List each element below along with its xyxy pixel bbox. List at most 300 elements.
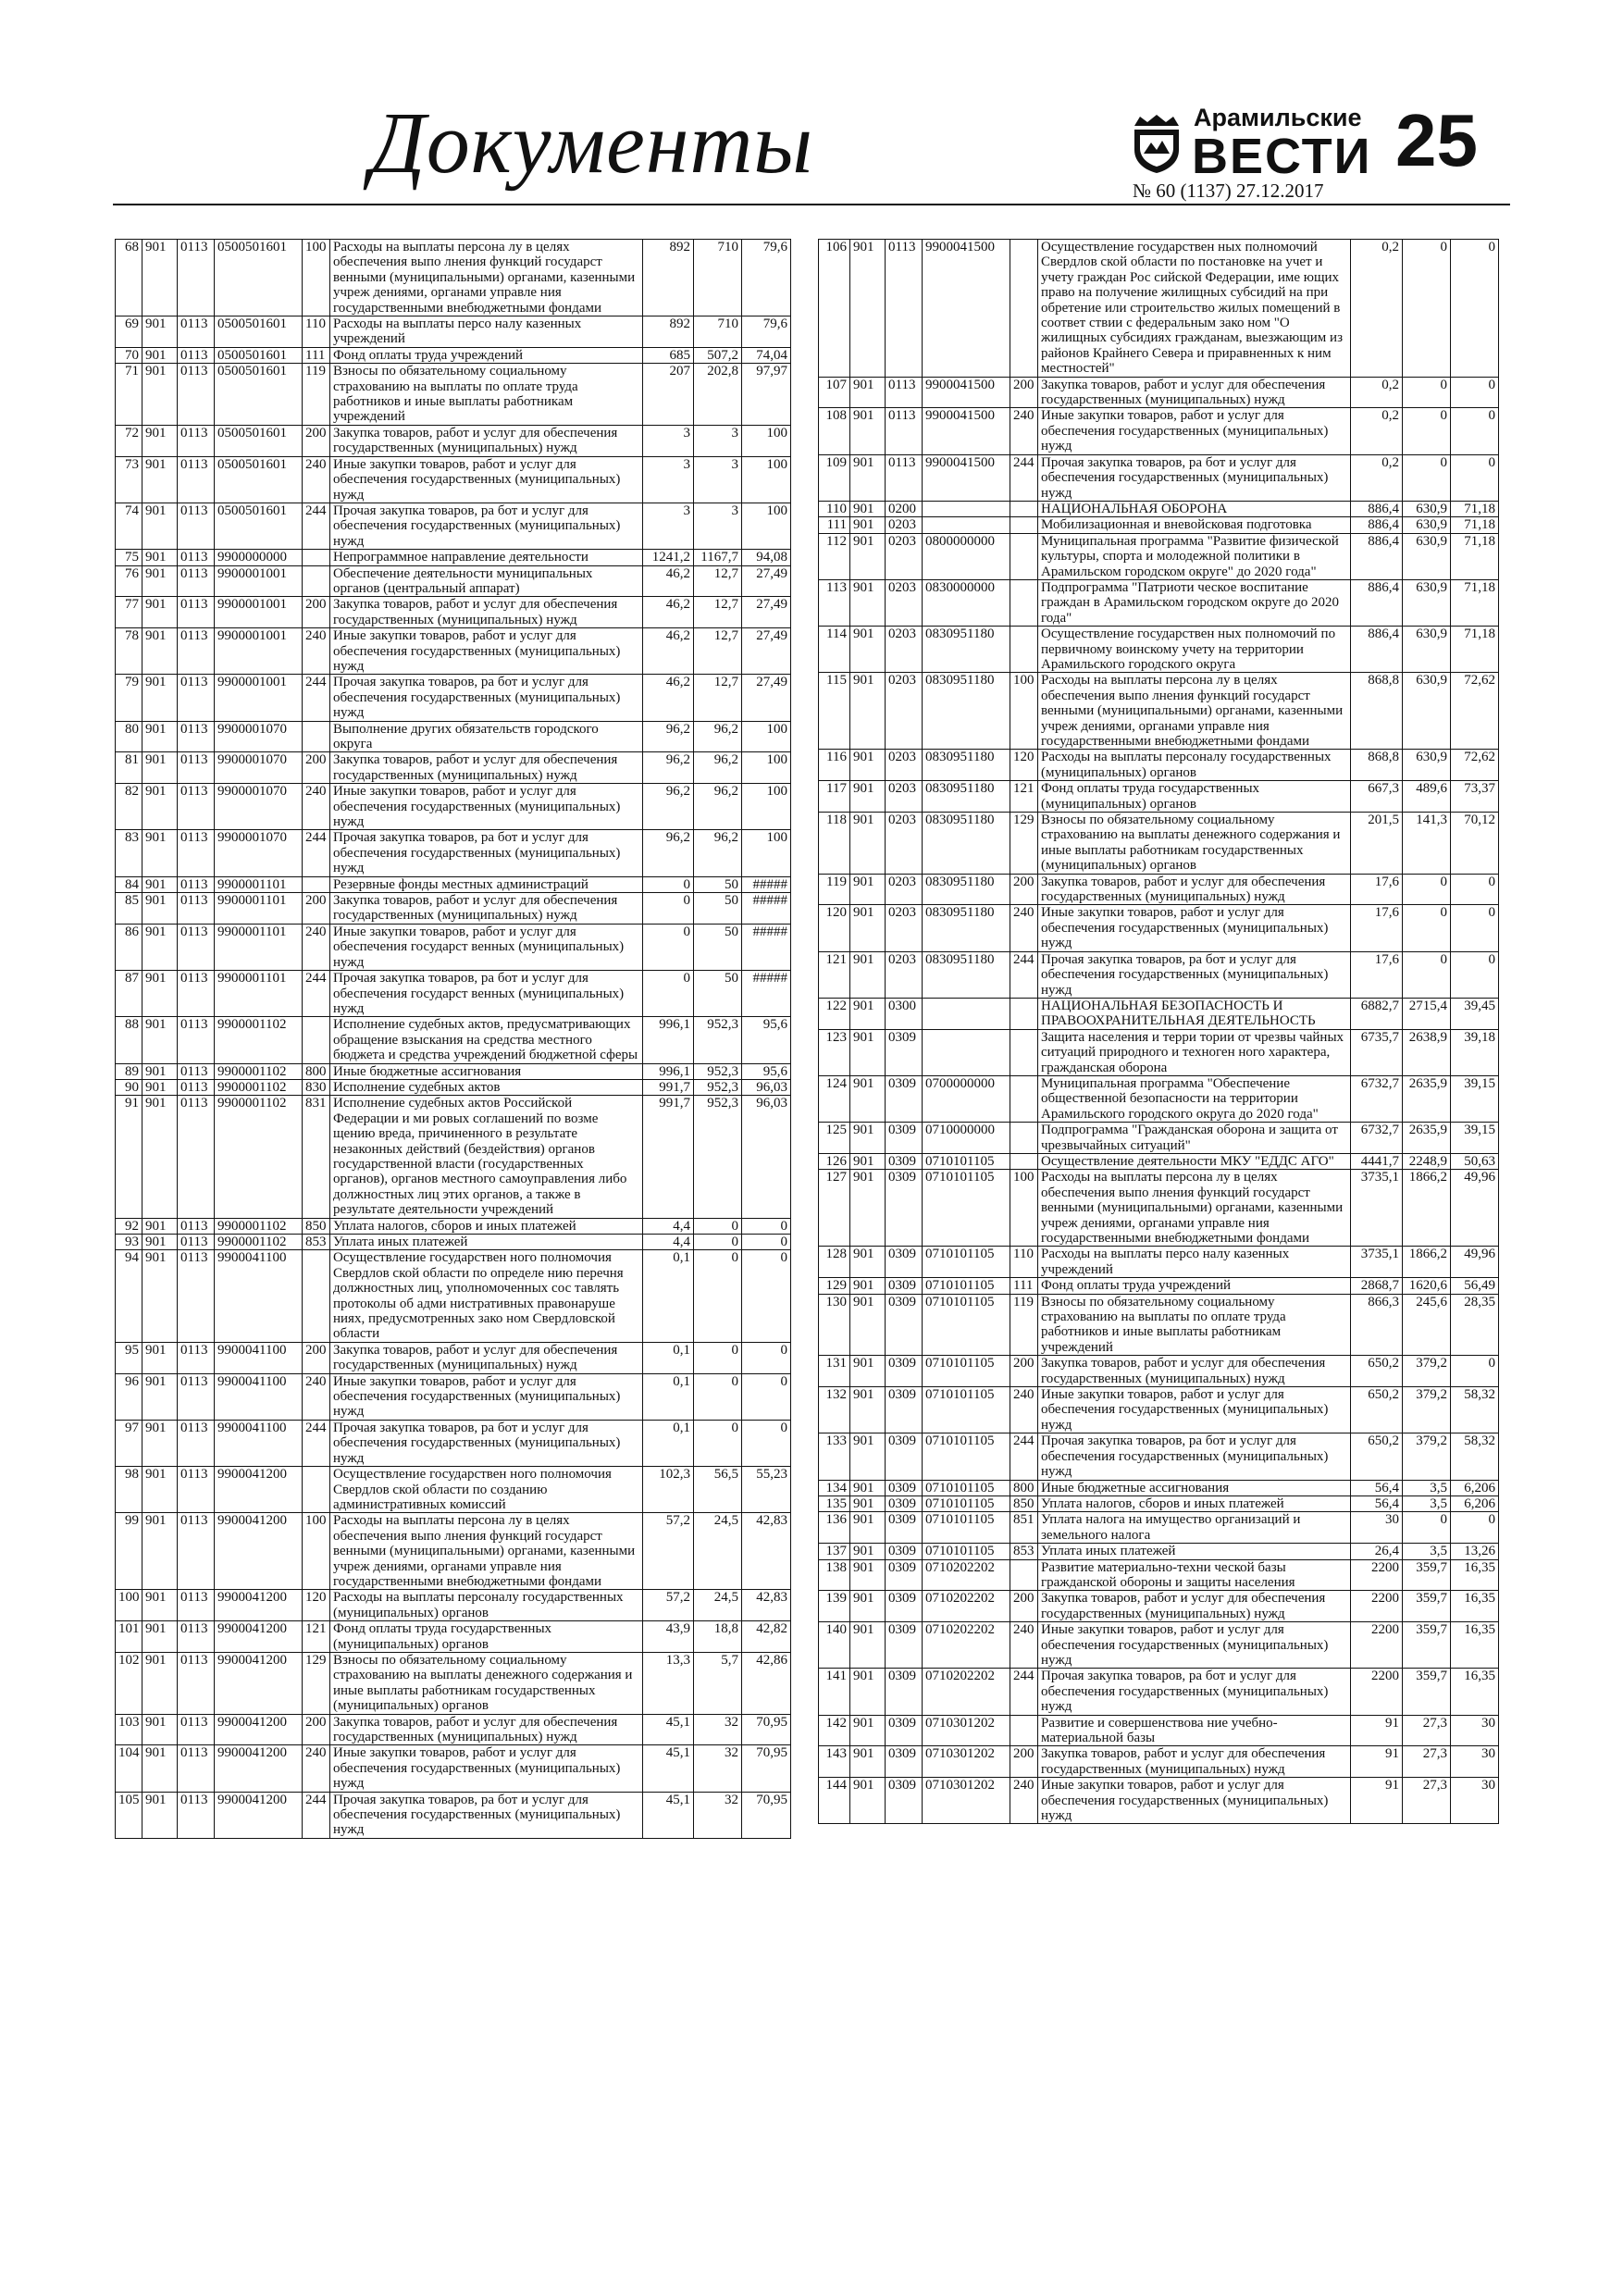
table-row bbox=[116, 675, 791, 721]
executed-amount: 202,8 bbox=[694, 364, 742, 426]
planned-amount: 17,6 bbox=[1351, 905, 1403, 951]
expense-type: 850 bbox=[1010, 1496, 1038, 1511]
table-row bbox=[819, 1029, 1499, 1075]
table-row bbox=[116, 1250, 791, 1342]
row-number: 116 bbox=[819, 750, 850, 781]
execution-percent: 30 bbox=[1451, 1778, 1499, 1824]
execution-percent: 13,26 bbox=[1451, 1544, 1499, 1559]
expense-type: 119 bbox=[303, 364, 330, 426]
executed-amount: 56,5 bbox=[694, 1467, 742, 1513]
row-description: Прочая закупка товаров, ра бот и услуг для обеспечения государственных (муниципальных) нужд bbox=[330, 675, 643, 721]
row-description: Иные закупки товаров, работ и услуг для обеспечения государственных (муниципальных) нужд bbox=[1038, 408, 1351, 454]
section-code: 0113 bbox=[178, 721, 215, 752]
target-code: 0500501601 bbox=[215, 503, 303, 549]
expense-type: 240 bbox=[303, 628, 330, 675]
table-row bbox=[116, 971, 791, 1017]
row-number: 133 bbox=[819, 1433, 850, 1480]
executed-amount: 2635,9 bbox=[1403, 1075, 1451, 1122]
row-description: Фонд оплаты труда учреждений bbox=[330, 347, 643, 363]
execution-percent: 30 bbox=[1451, 1715, 1499, 1746]
executed-amount: 379,2 bbox=[1403, 1433, 1451, 1480]
admin-code: 901 bbox=[850, 998, 886, 1029]
row-number: 73 bbox=[116, 456, 142, 503]
admin-code: 901 bbox=[850, 1433, 886, 1480]
admin-code: 901 bbox=[850, 517, 886, 533]
expense-type bbox=[1010, 1123, 1038, 1154]
table-row bbox=[116, 1096, 791, 1218]
row-description: Муниципальная программа "Развитие физической культуры, спорта и молодежной политики в Арамильском городском округе" до 2020 года" bbox=[1038, 533, 1351, 579]
planned-amount: 45,1 bbox=[643, 1745, 694, 1792]
executed-amount: 0 bbox=[694, 1342, 742, 1373]
execution-percent: 42,86 bbox=[742, 1652, 791, 1714]
executed-amount: 630,9 bbox=[1403, 501, 1451, 516]
expense-type: 119 bbox=[1010, 1294, 1038, 1356]
planned-amount: 996,1 bbox=[643, 1017, 694, 1063]
planned-amount: 1241,2 bbox=[643, 550, 694, 565]
section-code: 0113 bbox=[178, 1745, 215, 1792]
executed-amount: 507,2 bbox=[694, 347, 742, 363]
expense-type bbox=[1010, 1075, 1038, 1122]
executed-amount: 12,7 bbox=[694, 597, 742, 628]
executed-amount: 3 bbox=[694, 456, 742, 503]
executed-amount: 2248,9 bbox=[1403, 1153, 1451, 1169]
section-code: 0113 bbox=[886, 454, 923, 501]
section-code: 0309 bbox=[886, 1715, 923, 1746]
table-row bbox=[116, 1590, 791, 1621]
row-description: Прочая закупка товаров, ра бот и услуг для обеспечения государственных (муниципальных) нужд bbox=[1038, 1669, 1351, 1715]
row-number: 112 bbox=[819, 533, 850, 579]
row-number: 130 bbox=[819, 1294, 850, 1356]
admin-code: 901 bbox=[142, 1373, 178, 1420]
planned-amount: 45,1 bbox=[643, 1792, 694, 1838]
execution-percent: 0 bbox=[1451, 874, 1499, 905]
row-description: Прочая закупка товаров, ра бот и услуг для обеспечения государственных (муниципальных) нужд bbox=[330, 1792, 643, 1838]
target-code: 0800000000 bbox=[923, 533, 1010, 579]
row-number: 90 bbox=[116, 1079, 142, 1095]
expense-type: 200 bbox=[1010, 874, 1038, 905]
execution-percent: 100 bbox=[742, 503, 791, 549]
execution-percent: 97,97 bbox=[742, 364, 791, 426]
target-code: 9900001070 bbox=[215, 830, 303, 876]
expense-type: 244 bbox=[1010, 951, 1038, 998]
row-number: 107 bbox=[819, 377, 850, 408]
executed-amount: 18,8 bbox=[694, 1621, 742, 1653]
row-description: Прочая закупка товаров, ра бот и услуг для обеспечения государственных (муниципальных) нужд bbox=[1038, 951, 1351, 998]
executed-amount: 1866,2 bbox=[1403, 1247, 1451, 1278]
section-code: 0113 bbox=[178, 1250, 215, 1342]
row-description: Закупка товаров, работ и услуг для обеспечения государственных (муниципальных) нужд bbox=[330, 425, 643, 456]
execution-percent: 71,18 bbox=[1451, 579, 1499, 626]
table-row bbox=[116, 1621, 791, 1653]
execution-percent: 100 bbox=[742, 830, 791, 876]
row-description: Расходы на выплаты персо налу казенных учреждений bbox=[1038, 1247, 1351, 1278]
executed-amount: 1866,2 bbox=[1403, 1170, 1451, 1247]
row-number: 108 bbox=[819, 408, 850, 454]
expense-type: 111 bbox=[1010, 1278, 1038, 1294]
admin-code: 901 bbox=[142, 347, 178, 363]
section-code: 0113 bbox=[178, 628, 215, 675]
executed-amount: 630,9 bbox=[1403, 533, 1451, 579]
section-code: 0113 bbox=[178, 830, 215, 876]
table-row bbox=[116, 893, 791, 925]
executed-amount: 359,7 bbox=[1403, 1591, 1451, 1622]
target-code: 9900001101 bbox=[215, 924, 303, 970]
section-code: 0113 bbox=[178, 1652, 215, 1714]
target-code: 0710101105 bbox=[923, 1433, 1010, 1480]
planned-amount: 96,2 bbox=[643, 721, 694, 752]
target-code: 9900041500 bbox=[923, 377, 1010, 408]
section-code: 0113 bbox=[178, 1017, 215, 1063]
expense-type: 244 bbox=[303, 503, 330, 549]
executed-amount: 141,3 bbox=[1403, 813, 1451, 875]
expense-type bbox=[1010, 1029, 1038, 1075]
row-description: НАЦИОНАЛЬНАЯ ОБОРОНА bbox=[1038, 501, 1351, 516]
admin-code: 901 bbox=[850, 1387, 886, 1433]
target-code: 0830951180 bbox=[923, 750, 1010, 781]
section-code: 0309 bbox=[886, 1559, 923, 1591]
admin-code: 901 bbox=[142, 1792, 178, 1838]
table-row bbox=[116, 364, 791, 426]
row-description: Прочая закупка товаров, ра бот и услуг для обеспечения государственных (муниципальных) нужд bbox=[330, 503, 643, 549]
executed-amount: 0 bbox=[1403, 408, 1451, 454]
section-code: 0309 bbox=[886, 1075, 923, 1122]
row-number: 88 bbox=[116, 1017, 142, 1063]
admin-code: 901 bbox=[850, 905, 886, 951]
admin-code: 901 bbox=[850, 1559, 886, 1591]
table-row bbox=[819, 1715, 1499, 1746]
section-code: 0113 bbox=[178, 503, 215, 549]
execution-percent: 100 bbox=[742, 752, 791, 784]
execution-percent: 0 bbox=[1451, 240, 1499, 378]
executed-amount: 3 bbox=[694, 425, 742, 456]
row-description: Осуществление государствен ного полномочия Свердлов ской области по созданию административных комиссий bbox=[330, 1467, 643, 1513]
expense-type bbox=[303, 1017, 330, 1063]
execution-percent: 70,95 bbox=[742, 1745, 791, 1792]
executed-amount: 2638,9 bbox=[1403, 1029, 1451, 1075]
row-description: Подпрограмма "Гражданская оборона и защита от чрезвычайных ситуаций" bbox=[1038, 1123, 1351, 1154]
target-code: 0710301202 bbox=[923, 1746, 1010, 1778]
expense-type: 200 bbox=[303, 1342, 330, 1373]
target-code: 0710301202 bbox=[923, 1778, 1010, 1824]
admin-code: 901 bbox=[142, 784, 178, 830]
row-number: 100 bbox=[116, 1590, 142, 1621]
row-description: Расходы на выплаты персона лу в целях обеспечения выпо лнения функций государст венными (муниципальными) органами, казенными учреж дениями, органами управле ния государственными внебюджетными фондами bbox=[330, 1513, 643, 1590]
table-body-right bbox=[819, 240, 1499, 1824]
row-description: Иные закупки товаров, работ и услуг для обеспечения государственных (муниципальных) нужд bbox=[1038, 1778, 1351, 1824]
section-code: 0309 bbox=[886, 1669, 923, 1715]
row-number: 76 bbox=[116, 565, 142, 597]
row-number: 132 bbox=[819, 1387, 850, 1433]
row-number: 115 bbox=[819, 673, 850, 750]
table-row bbox=[819, 1294, 1499, 1356]
admin-code: 901 bbox=[850, 377, 886, 408]
target-code: 9900041200 bbox=[215, 1590, 303, 1621]
expense-type: 121 bbox=[1010, 781, 1038, 813]
target-code: 9900041200 bbox=[215, 1513, 303, 1590]
section-code: 0113 bbox=[178, 1714, 215, 1745]
execution-percent: 30 bbox=[1451, 1746, 1499, 1778]
admin-code: 901 bbox=[142, 425, 178, 456]
planned-amount: 6732,7 bbox=[1351, 1075, 1403, 1122]
row-description: Фонд оплаты труда государственных (муниципальных) органов bbox=[330, 1621, 643, 1653]
row-number: 83 bbox=[116, 830, 142, 876]
admin-code: 901 bbox=[142, 876, 178, 892]
row-number: 70 bbox=[116, 347, 142, 363]
target-code: 0710101105 bbox=[923, 1247, 1010, 1278]
execution-percent: 73,37 bbox=[1451, 781, 1499, 813]
row-number: 114 bbox=[819, 627, 850, 673]
section-code: 0203 bbox=[886, 627, 923, 673]
execution-percent: 50,63 bbox=[1451, 1153, 1499, 1169]
right-column bbox=[818, 239, 1498, 1824]
expense-type: 244 bbox=[303, 1420, 330, 1466]
expense-type: 831 bbox=[303, 1096, 330, 1218]
admin-code: 901 bbox=[850, 408, 886, 454]
row-description: Непрограммное направление деятельности bbox=[330, 550, 643, 565]
execution-percent: ##### bbox=[742, 924, 791, 970]
row-number: 113 bbox=[819, 579, 850, 626]
expense-type bbox=[303, 550, 330, 565]
section-code: 0309 bbox=[886, 1170, 923, 1247]
admin-code: 901 bbox=[142, 1420, 178, 1466]
left-column bbox=[115, 239, 790, 1839]
expense-type bbox=[303, 1250, 330, 1342]
admin-code: 901 bbox=[142, 1063, 178, 1079]
target-code bbox=[923, 501, 1010, 516]
target-code: 0710202202 bbox=[923, 1559, 1010, 1591]
planned-amount: 17,6 bbox=[1351, 951, 1403, 998]
target-code: 0710301202 bbox=[923, 1715, 1010, 1746]
section-code: 0113 bbox=[178, 347, 215, 363]
section-code: 0203 bbox=[886, 517, 923, 533]
expense-type bbox=[1010, 1715, 1038, 1746]
target-code: 9900041500 bbox=[923, 240, 1010, 378]
coat-of-arms-icon bbox=[1131, 113, 1183, 174]
row-number: 142 bbox=[819, 1715, 850, 1746]
section-code: 0113 bbox=[178, 597, 215, 628]
execution-percent: 94,08 bbox=[742, 550, 791, 565]
admin-code: 901 bbox=[850, 1591, 886, 1622]
executed-amount: 50 bbox=[694, 893, 742, 925]
table-row bbox=[819, 408, 1499, 454]
table-row bbox=[819, 1746, 1499, 1778]
row-number: 99 bbox=[116, 1513, 142, 1590]
planned-amount: 866,3 bbox=[1351, 1294, 1403, 1356]
planned-amount: 886,4 bbox=[1351, 533, 1403, 579]
table-row bbox=[116, 347, 791, 363]
admin-code: 901 bbox=[850, 1247, 886, 1278]
execution-percent: 16,35 bbox=[1451, 1622, 1499, 1669]
admin-code: 901 bbox=[142, 971, 178, 1017]
row-number: 122 bbox=[819, 998, 850, 1029]
executed-amount: 24,5 bbox=[694, 1590, 742, 1621]
section-code: 0113 bbox=[178, 1342, 215, 1373]
expense-type: 200 bbox=[303, 752, 330, 784]
section-code: 0113 bbox=[886, 240, 923, 378]
admin-code: 901 bbox=[142, 1467, 178, 1513]
target-code: 0710101105 bbox=[923, 1278, 1010, 1294]
row-number: 143 bbox=[819, 1746, 850, 1778]
table-row bbox=[116, 1513, 791, 1590]
row-description: Взносы по обязательному социальному страхованию на выплаты по оплате труда работников и иные выплаты работникам учреждений bbox=[1038, 1294, 1351, 1356]
header-rule bbox=[113, 204, 1510, 205]
target-code: 0710101105 bbox=[923, 1170, 1010, 1247]
admin-code: 901 bbox=[142, 550, 178, 565]
table-row bbox=[116, 752, 791, 784]
planned-amount: 2200 bbox=[1351, 1669, 1403, 1715]
table-row bbox=[116, 456, 791, 503]
row-number: 78 bbox=[116, 628, 142, 675]
execution-percent: 27,49 bbox=[742, 675, 791, 721]
budget-table-right bbox=[818, 239, 1499, 1824]
target-code: 0710101105 bbox=[923, 1496, 1010, 1511]
row-number: 80 bbox=[116, 721, 142, 752]
planned-amount: 6732,7 bbox=[1351, 1123, 1403, 1154]
execution-percent: 39,15 bbox=[1451, 1075, 1499, 1122]
expense-type: 240 bbox=[303, 784, 330, 830]
planned-amount: 991,7 bbox=[643, 1079, 694, 1095]
section-code: 0113 bbox=[178, 1513, 215, 1590]
row-number: 121 bbox=[819, 951, 850, 998]
row-number: 126 bbox=[819, 1153, 850, 1169]
row-number: 135 bbox=[819, 1496, 850, 1511]
executed-amount: 245,6 bbox=[1403, 1294, 1451, 1356]
target-code: 0710101105 bbox=[923, 1387, 1010, 1433]
admin-code: 901 bbox=[850, 1512, 886, 1544]
section-code: 0113 bbox=[178, 1792, 215, 1838]
admin-code: 901 bbox=[850, 1746, 886, 1778]
expense-type: 240 bbox=[303, 1745, 330, 1792]
executed-amount: 0 bbox=[1403, 240, 1451, 378]
row-description: Исполнение судебных актов Российской Федерации и ми ровых соглашений по возме щению вреда, причиненного в результате незаконных действий (бездействия) органов государственной власти (государственных органов), органов местного самоуправления либо должностных лиц этих органов, а также в результате деятельности учреждений bbox=[330, 1096, 643, 1218]
executed-amount: 359,7 bbox=[1403, 1669, 1451, 1715]
expense-type bbox=[1010, 579, 1038, 626]
table-row bbox=[819, 240, 1499, 378]
row-number: 120 bbox=[819, 905, 850, 951]
planned-amount: 57,2 bbox=[643, 1513, 694, 1590]
execution-percent: 0 bbox=[1451, 951, 1499, 998]
execution-percent: 74,04 bbox=[742, 347, 791, 363]
execution-percent: 0 bbox=[1451, 408, 1499, 454]
row-number: 124 bbox=[819, 1075, 850, 1122]
section-code: 0113 bbox=[178, 425, 215, 456]
section-code: 0309 bbox=[886, 1294, 923, 1356]
executed-amount: 0 bbox=[694, 1373, 742, 1420]
execution-percent: 100 bbox=[742, 721, 791, 752]
table-row bbox=[116, 1079, 791, 1095]
section-code: 0309 bbox=[886, 1496, 923, 1511]
row-description: Муниципальная программа "Обеспечение общественной безопасности на территории Арамильского городского округа до 2020 года" bbox=[1038, 1075, 1351, 1122]
row-description: Иные закупки товаров, работ и услуг для обеспечения государственных (муниципальных) нужд bbox=[330, 628, 643, 675]
target-code bbox=[923, 1029, 1010, 1075]
expense-type: 851 bbox=[1010, 1512, 1038, 1544]
planned-amount: 650,2 bbox=[1351, 1356, 1403, 1387]
expense-type: 200 bbox=[1010, 1591, 1038, 1622]
planned-amount: 0,1 bbox=[643, 1420, 694, 1466]
target-code: 9900001102 bbox=[215, 1218, 303, 1234]
target-code: 9900001101 bbox=[215, 876, 303, 892]
execution-percent: 6,206 bbox=[1451, 1480, 1499, 1496]
target-code: 0700000000 bbox=[923, 1075, 1010, 1122]
expense-type bbox=[303, 876, 330, 892]
admin-code: 901 bbox=[142, 1250, 178, 1342]
planned-amount: 57,2 bbox=[643, 1590, 694, 1621]
admin-code: 901 bbox=[142, 675, 178, 721]
section-code: 0200 bbox=[886, 501, 923, 516]
executed-amount: 0 bbox=[694, 1218, 742, 1234]
execution-percent: 0 bbox=[742, 1250, 791, 1342]
planned-amount: 201,5 bbox=[1351, 813, 1403, 875]
execution-percent: 72,62 bbox=[1451, 673, 1499, 750]
expense-type: 200 bbox=[303, 425, 330, 456]
admin-code: 901 bbox=[142, 924, 178, 970]
expense-type: 244 bbox=[303, 830, 330, 876]
target-code: 9900000000 bbox=[215, 550, 303, 565]
admin-code: 901 bbox=[142, 364, 178, 426]
planned-amount: 4,4 bbox=[643, 1218, 694, 1234]
planned-amount: 2200 bbox=[1351, 1559, 1403, 1591]
planned-amount: 45,1 bbox=[643, 1714, 694, 1745]
table-row bbox=[116, 1373, 791, 1420]
row-description: Закупка товаров, работ и услуг для обеспечения государственных (муниципальных) нужд bbox=[1038, 874, 1351, 905]
target-code: 0500501601 bbox=[215, 456, 303, 503]
target-code: 9900001070 bbox=[215, 721, 303, 752]
row-description: Расходы на выплаты персона лу в целях обеспечения выпо лнения функций государст венными (муниципальными) органами, казенными учреж дениями, органами управле ния государственными внебюджетными фондами bbox=[1038, 1170, 1351, 1247]
expense-type: 100 bbox=[1010, 1170, 1038, 1247]
target-code: 0710101105 bbox=[923, 1544, 1010, 1559]
row-description: Расходы на выплаты персоналу государственных (муниципальных) органов bbox=[330, 1590, 643, 1621]
admin-code: 901 bbox=[850, 874, 886, 905]
row-description: Резервные фонды местных администраций bbox=[330, 876, 643, 892]
expense-type: 120 bbox=[303, 1590, 330, 1621]
row-description: Взносы по обязательному социальному страхованию на выплаты денежного содержания и иные выплаты работникам государственных (муниципальных) органов bbox=[330, 1652, 643, 1714]
expense-type: 244 bbox=[303, 1792, 330, 1838]
planned-amount: 56,4 bbox=[1351, 1480, 1403, 1496]
row-description: Осуществление деятельности МКУ "ЕДДС АГО" bbox=[1038, 1153, 1351, 1169]
target-code: 9900001102 bbox=[215, 1017, 303, 1063]
admin-code: 901 bbox=[850, 813, 886, 875]
execution-percent: 79,6 bbox=[742, 316, 791, 348]
target-code: 0710101105 bbox=[923, 1294, 1010, 1356]
section-code: 0113 bbox=[178, 456, 215, 503]
execution-percent: 100 bbox=[742, 456, 791, 503]
row-description: Иные закупки товаров, работ и услуг для обеспечения государственных (муниципальных) нужд bbox=[1038, 905, 1351, 951]
planned-amount: 2868,7 bbox=[1351, 1278, 1403, 1294]
target-code: 0830951180 bbox=[923, 673, 1010, 750]
executed-amount: 2715,4 bbox=[1403, 998, 1451, 1029]
executed-amount: 710 bbox=[694, 240, 742, 316]
execution-percent: 27,49 bbox=[742, 597, 791, 628]
admin-code: 901 bbox=[142, 1017, 178, 1063]
executed-amount: 379,2 bbox=[1403, 1387, 1451, 1433]
expense-type: 100 bbox=[1010, 673, 1038, 750]
target-code: 0830951180 bbox=[923, 905, 1010, 951]
section-code: 0309 bbox=[886, 1356, 923, 1387]
row-number: 86 bbox=[116, 924, 142, 970]
expense-type bbox=[303, 721, 330, 752]
admin-code: 901 bbox=[142, 1745, 178, 1792]
execution-percent: 39,18 bbox=[1451, 1029, 1499, 1075]
row-number: 110 bbox=[819, 501, 850, 516]
row-description: Развитие материально-техни ческой базы гражданской обороны и защиты населения bbox=[1038, 1559, 1351, 1591]
table-row bbox=[116, 1218, 791, 1234]
admin-code: 901 bbox=[850, 1294, 886, 1356]
target-code: 9900041100 bbox=[215, 1250, 303, 1342]
section-code: 0113 bbox=[178, 1420, 215, 1466]
admin-code: 901 bbox=[142, 1714, 178, 1745]
row-description: Закупка товаров, работ и услуг для обеспечения государственных (муниципальных) нужд bbox=[330, 752, 643, 784]
table-row bbox=[819, 1480, 1499, 1496]
